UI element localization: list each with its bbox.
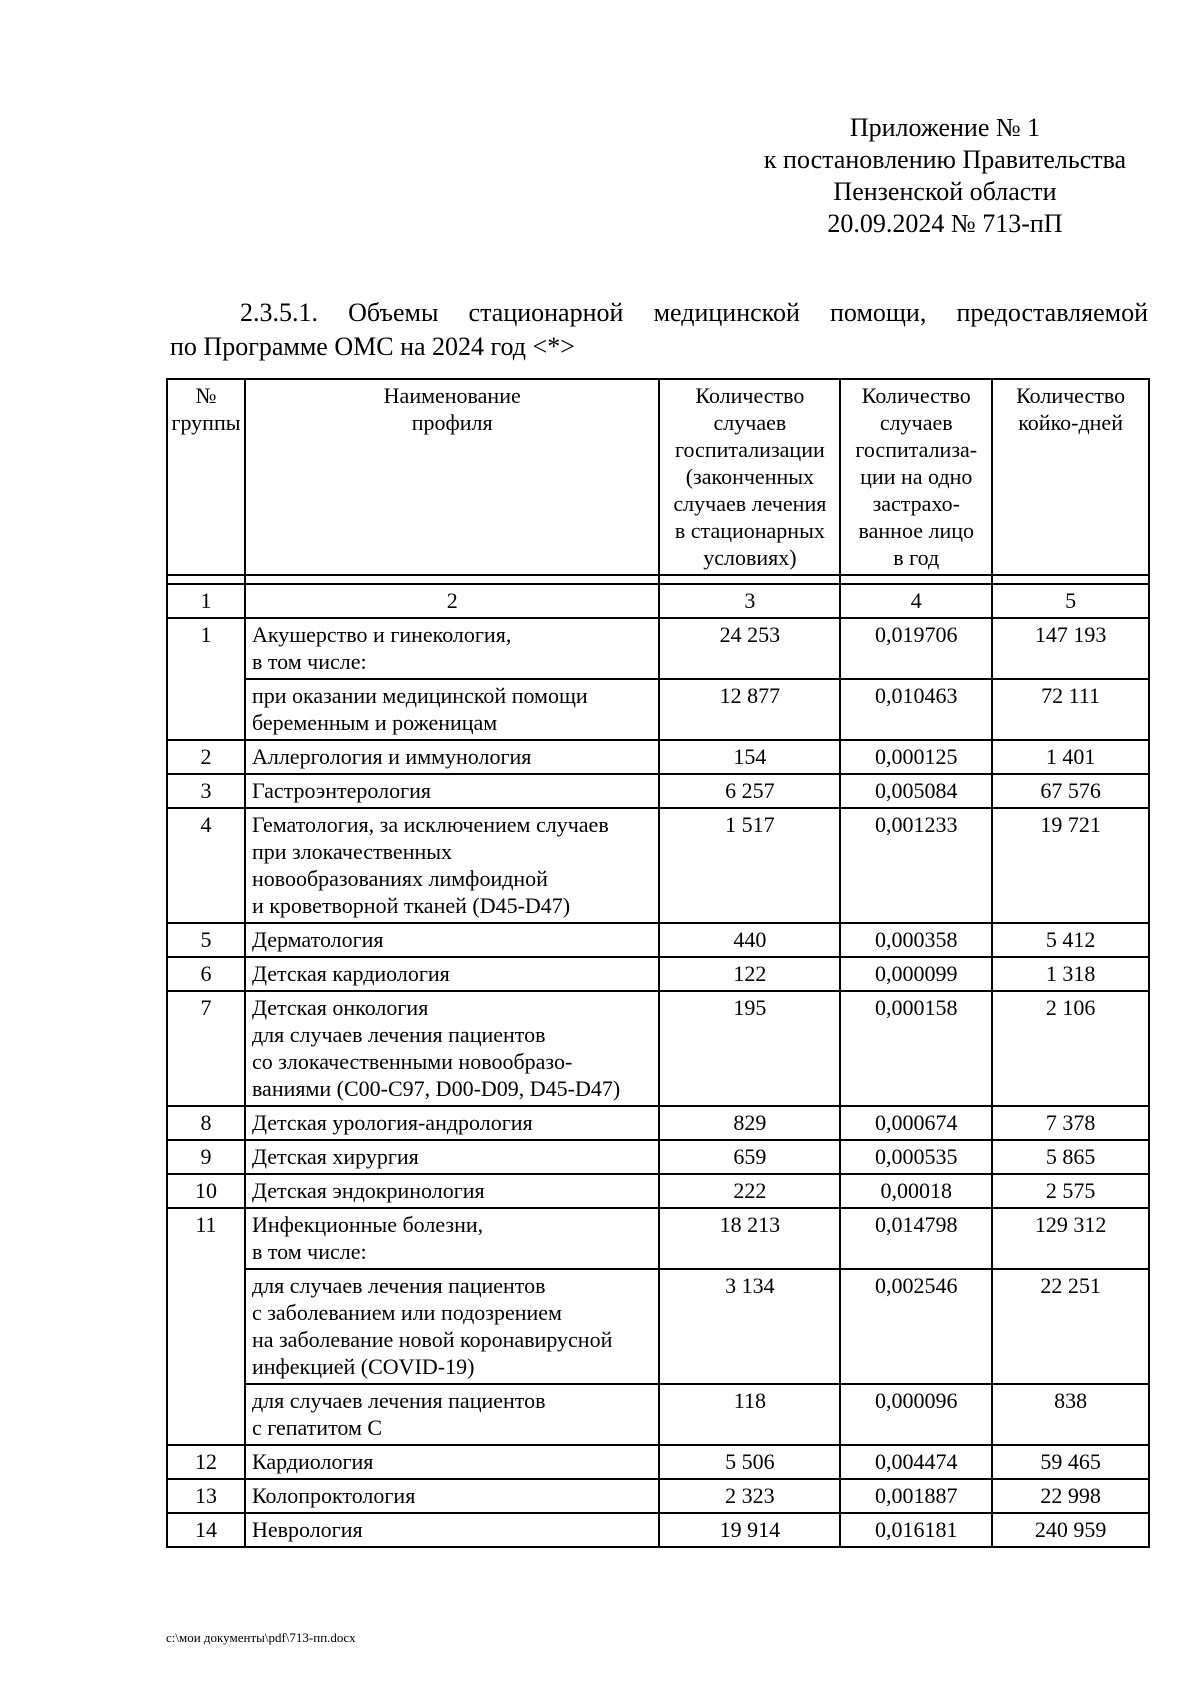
bed-days-cell: 2 575 — [992, 1174, 1149, 1208]
profile-name-line: в том числе: — [251, 649, 367, 674]
cases-cell: 3 134 — [659, 1269, 840, 1384]
profile-name-cell — [245, 1384, 660, 1445]
profile-name-cell — [245, 618, 660, 679]
column-number: 1 — [167, 584, 245, 618]
table-row — [167, 991, 1149, 1106]
table-row — [167, 1269, 1149, 1384]
group-number-cell: 5 — [167, 923, 245, 957]
table-header-row — [167, 379, 1149, 575]
profile-name-line: при злокачественных — [251, 839, 453, 864]
cases-cell: 122 — [659, 957, 840, 991]
per-person-cell: 0,00018 — [840, 1174, 992, 1208]
profile-name-cell — [245, 1445, 660, 1479]
cases-cell: 12 877 — [659, 679, 840, 740]
profile-name-line: Колопроктология — [251, 1483, 416, 1508]
profile-name-line: Гастроэнтерология — [251, 778, 432, 803]
cases-cell: 195 — [659, 991, 840, 1106]
profile-name-line: Детская онкология — [251, 995, 429, 1020]
table-row — [167, 1174, 1149, 1208]
profile-name-line: в том числе: — [251, 1239, 367, 1264]
profile-name-line: Гематология, за исключением случаев — [251, 812, 609, 837]
profile-name-cell — [245, 1174, 660, 1208]
cases-cell: 24 253 — [659, 618, 840, 679]
profile-name-cell — [245, 1513, 660, 1547]
per-person-cell: 0,000535 — [840, 1140, 992, 1174]
group-number-cell: 1 — [167, 618, 245, 740]
group-number-cell: 12 — [167, 1445, 245, 1479]
profile-name-line: Инфекционные болезни, — [251, 1212, 484, 1237]
bed-days-cell: 147 193 — [992, 618, 1149, 679]
table-row — [167, 774, 1149, 808]
header-gap — [167, 575, 1149, 584]
section-title-line-2: по Программе ОМС на 2024 год <*> — [170, 332, 575, 361]
profile-name-cell — [245, 1479, 660, 1513]
profile-name-cell — [245, 1106, 660, 1140]
profile-name-line: для случаев лечения пациентов — [251, 1273, 546, 1298]
cases-cell: 829 — [659, 1106, 840, 1140]
per-person-cell: 0,002546 — [840, 1269, 992, 1384]
profile-name-line: при оказании медицинской помощи — [251, 683, 588, 708]
table-row — [167, 1208, 1149, 1269]
appendix-block — [735, 112, 1155, 240]
profile-name-cell — [245, 679, 660, 740]
per-person-cell: 0,010463 — [840, 679, 992, 740]
profile-name-cell — [245, 1208, 660, 1269]
column-number: 5 — [992, 584, 1149, 618]
appendix-resolution: к постановлению Правительства — [763, 145, 1127, 174]
header-bed-days: Количество койко-дней — [992, 379, 1149, 575]
cases-cell: 1 517 — [659, 808, 840, 923]
table-row — [167, 679, 1149, 740]
group-number-cell: 7 — [167, 991, 245, 1106]
per-person-cell: 0,019706 — [840, 618, 992, 679]
table-row — [167, 1384, 1149, 1445]
profile-name-cell — [245, 991, 660, 1106]
profile-name-line: Дерматология — [251, 927, 384, 952]
bed-days-cell: 7 378 — [992, 1106, 1149, 1140]
per-person-cell: 0,000099 — [840, 957, 992, 991]
bed-days-cell: 19 721 — [992, 808, 1149, 923]
cases-cell: 118 — [659, 1384, 840, 1445]
bed-days-cell: 129 312 — [992, 1208, 1149, 1269]
cases-cell: 222 — [659, 1174, 840, 1208]
profile-name-line: Детская хирургия — [251, 1144, 419, 1169]
bed-days-cell: 5 865 — [992, 1140, 1149, 1174]
cases-cell: 2 323 — [659, 1479, 840, 1513]
volumes-table — [166, 378, 1150, 1548]
appendix-region: Пензенской области — [833, 177, 1057, 206]
section-title-line-1: 2.3.5.1. Объемы стационарной медицинской помощи, предоставляемой — [240, 298, 1148, 327]
column-number: 2 — [245, 584, 660, 618]
profile-name-line: с гепатитом С — [251, 1415, 383, 1440]
group-number-cell: 2 — [167, 740, 245, 774]
table-row — [167, 1513, 1149, 1547]
bed-days-cell: 1 401 — [992, 740, 1149, 774]
file-path-footer: c:\мои документы\pdf\713-пп.docx — [166, 1630, 356, 1645]
profile-name-cell — [245, 1269, 660, 1384]
profile-name-cell — [245, 740, 660, 774]
column-number-row — [167, 584, 1149, 618]
group-number-cell: 3 — [167, 774, 245, 808]
bed-days-cell: 72 111 — [992, 679, 1149, 740]
header-hospitalization-cases: Количество случаев госпитализации (законченных случаев лечения в стационарных условиях) — [659, 379, 840, 575]
profile-name-line: Детская кардиология — [251, 961, 450, 986]
profile-name-line: для случаев лечения пациентов — [251, 1022, 546, 1047]
profile-name-line: Неврология — [251, 1517, 363, 1542]
bed-days-cell: 22 251 — [992, 1269, 1149, 1384]
table-row — [167, 1479, 1149, 1513]
table-row — [167, 618, 1149, 679]
per-person-cell: 0,014798 — [840, 1208, 992, 1269]
per-person-cell: 0,000125 — [840, 740, 992, 774]
profile-name-line: Детская урология-андрология — [251, 1110, 533, 1135]
bed-days-cell: 22 998 — [992, 1479, 1149, 1513]
bed-days-cell: 67 576 — [992, 774, 1149, 808]
profile-name-line: на заболевание новой коронавирусной — [251, 1327, 613, 1352]
column-number: 3 — [659, 584, 840, 618]
bed-days-cell: 5 412 — [992, 923, 1149, 957]
per-person-cell: 0,004474 — [840, 1445, 992, 1479]
per-person-cell: 0,016181 — [840, 1513, 992, 1547]
column-number: 4 — [840, 584, 992, 618]
profile-name-cell — [245, 923, 660, 957]
bed-days-cell: 240 959 — [992, 1513, 1149, 1547]
header-cases-per-person: Количество случаев госпитализа- ции на одно застрахо- ванное лицо в год — [840, 379, 992, 575]
table-row — [167, 1140, 1149, 1174]
per-person-cell: 0,000096 — [840, 1384, 992, 1445]
profile-name-cell — [245, 808, 660, 923]
table-row — [167, 808, 1149, 923]
profile-name-line: и кроветворной тканей (D45-D47) — [251, 893, 571, 918]
cases-cell: 440 — [659, 923, 840, 957]
per-person-cell: 0,000674 — [840, 1106, 992, 1140]
group-number-cell: 14 — [167, 1513, 245, 1547]
table-row — [167, 1445, 1149, 1479]
per-person-cell: 0,001233 — [840, 808, 992, 923]
cases-cell: 18 213 — [659, 1208, 840, 1269]
cases-cell: 5 506 — [659, 1445, 840, 1479]
appendix-title: Приложение № 1 — [849, 113, 1041, 142]
per-person-cell: 0,001887 — [840, 1479, 992, 1513]
table-row — [167, 740, 1149, 774]
per-person-cell: 0,000358 — [840, 923, 992, 957]
section-title — [170, 296, 1148, 364]
profile-name-line: Детская эндокринология — [251, 1178, 485, 1203]
cases-cell: 154 — [659, 740, 840, 774]
bed-days-cell: 1 318 — [992, 957, 1149, 991]
group-number-cell: 8 — [167, 1106, 245, 1140]
profile-name-line: для случаев лечения пациентов — [251, 1388, 546, 1413]
table-row — [167, 923, 1149, 957]
table-row — [167, 957, 1149, 991]
profile-name-line: ваниями (C00-C97, D00-D09, D45-D47) — [251, 1076, 621, 1101]
per-person-cell: 0,000158 — [840, 991, 992, 1106]
header-group-number: № группы — [167, 379, 245, 575]
cases-cell: 6 257 — [659, 774, 840, 808]
bed-days-cell: 838 — [992, 1384, 1149, 1445]
profile-name-cell — [245, 774, 660, 808]
profile-name-line: с заболеванием или подозрением — [251, 1300, 562, 1325]
group-number-cell: 13 — [167, 1479, 245, 1513]
profile-name-cell — [245, 1140, 660, 1174]
profile-name-line: беременным и роженицам — [251, 710, 498, 735]
bed-days-cell: 2 106 — [992, 991, 1149, 1106]
profile-name-line: инфекцией (COVID-19) — [251, 1354, 475, 1379]
profile-name-line: со злокачественными новообразо- — [251, 1049, 573, 1074]
profile-name-line: новообразованиях лимфоидной — [251, 866, 548, 891]
cases-cell: 19 914 — [659, 1513, 840, 1547]
header-profile-name: Наименование профиля — [245, 379, 660, 575]
profile-name-line: Акушерство и гинекология, — [251, 622, 512, 647]
per-person-cell: 0,005084 — [840, 774, 992, 808]
profile-name-line: Кардиология — [251, 1449, 374, 1474]
group-number-cell: 9 — [167, 1140, 245, 1174]
group-number-cell: 11 — [167, 1208, 245, 1445]
profile-name-cell — [245, 957, 660, 991]
bed-days-cell: 59 465 — [992, 1445, 1149, 1479]
group-number-cell: 10 — [167, 1174, 245, 1208]
appendix-date-number: 20.09.2024 № 713-пП — [827, 209, 1063, 238]
table-row — [167, 1106, 1149, 1140]
group-number-cell: 6 — [167, 957, 245, 991]
profile-name-line: Аллергология и иммунология — [251, 744, 532, 769]
group-number-cell: 4 — [167, 808, 245, 923]
cases-cell: 659 — [659, 1140, 840, 1174]
